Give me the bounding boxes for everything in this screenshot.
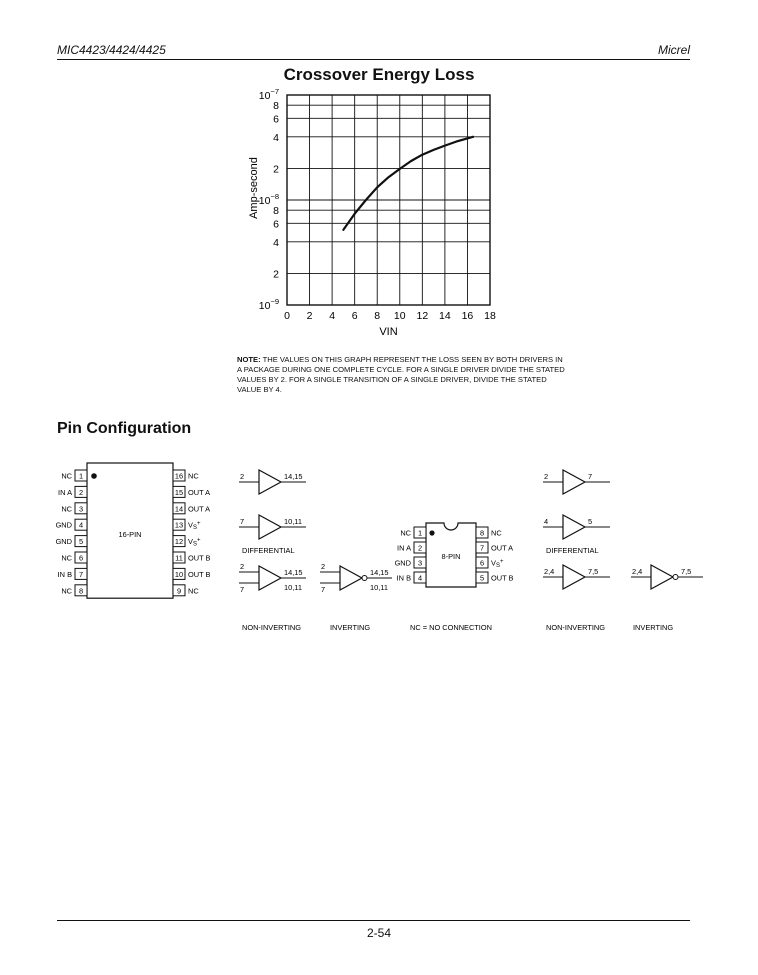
pin16-name: $V_S^+$ [188,537,201,548]
x-tick-label: 8 [374,310,381,322]
caption-differential-16: DIFFERENTIAL [242,546,295,555]
pin8-left-3-number: 3 [417,558,423,568]
invert-bubble [673,575,678,580]
pin16-right-14-number: 14 [174,504,184,514]
gate-input-label: 2,4 [544,567,555,576]
pin8-name: IN A [397,543,411,553]
y-tick-label: $10^{-8}$ [258,192,279,207]
pin8-right-6-number: 6 [479,558,485,568]
pin16-right-10-number: 10 [174,569,184,579]
pin16-name: $V_S^+$ [188,520,201,532]
gate-input-label: 7 [321,585,326,594]
pin16-right-13-number: 13 [174,520,184,530]
invert-bubble [362,576,367,581]
pin16-name: NC [188,471,199,481]
caption-differential-8: DIFFERENTIAL [546,546,599,555]
x-tick-label: 6 [351,310,358,322]
pin8-left-4-number: 4 [417,573,423,583]
pin16-right-12-number: 12 [174,537,184,547]
pin16-left-6-number: 6 [78,553,84,563]
x-tick-label: 2 [306,310,313,322]
y-tick-label: 2 [273,163,279,176]
gate-input-label: 2,4 [632,567,643,576]
y-tick-label: 4 [273,236,279,249]
pin8-name: NC [491,528,502,538]
chart-title: Crossover Energy Loss [283,65,475,84]
pin8-left-2-number: 2 [417,543,423,553]
pin16-name: OUT B [188,553,211,563]
pin8-name: OUT B [491,573,514,583]
pin16-name: NC [61,471,72,481]
header-part-number: MIC4423/4424/4425 [57,43,166,57]
pin16-left-5-number: 5 [78,537,84,547]
x-tick-label: 18 [484,310,496,322]
y-tick-label: 6 [273,218,279,231]
y-tick-label: 6 [273,113,279,126]
x-tick-label: 12 [416,310,429,322]
crossover-energy-chart [230,88,520,343]
pin16-left-3-number: 3 [78,504,84,514]
header-rule [57,59,690,60]
pin16-left-8-number: 8 [78,586,84,596]
pin16-left-1-number: 1 [78,471,84,481]
gate-output-label: 7,5 [681,567,692,576]
pin16-name: IN B [57,569,72,579]
x-axis-label: VIN [379,326,398,338]
caption-noninverting-16: NON-INVERTING [242,623,301,632]
gate-input-label: 2 [240,472,245,481]
x-tick-label: 16 [461,310,474,322]
y-tick-label: 8 [273,205,279,218]
caption-inverting-8: INVERTING [633,623,674,632]
header-brand: Micrel [658,43,690,57]
pin8-name: GND [394,558,411,568]
pin16-name: NC [61,504,72,514]
gate-input-label: 7 [240,517,245,526]
gate-input-label: 7 [240,585,245,594]
pin1-dot-8 [429,530,434,535]
pin8-name: $V_S^+$ [491,558,504,569]
package-16-label: 16-PIN [118,530,142,539]
gate-output-label: 10,11 [370,583,388,592]
graph-note [237,355,567,395]
x-tick-label: 0 [284,310,290,322]
y-axis-label: Amp-second [248,157,260,219]
pin8-name: IN B [396,573,411,583]
pin16-name: GND [55,520,72,530]
gate-input-label: 4 [544,517,549,526]
inverting-gate [651,565,673,589]
x-tick-label: 14 [439,310,451,322]
pin16-left-4-number: 4 [78,520,84,530]
gate-output-label: 10,11 [284,583,302,592]
footer-rule [57,920,690,921]
page-number: 2-54 [366,926,392,940]
gate-input-label: 2 [240,562,245,571]
pin8-name: OUT A [491,543,514,553]
note-text: THE VALUES ON THIS GRAPH REPRESENT THE LOSS SEEN BY BOTH DRIVERS IN A PACKAGE DURING ONE COMPLETE CYCLE. FOR A SINGLE DRIVER DIVIDE THE STATED VALUES BY 2. FOR A SINGLE TRANSITION OF A SINGLE DRIVER, DIVIDE THE STATED VALUE BY 4. [237,355,565,394]
gate-input-label: 2 [544,472,549,481]
pin8-right-8-number: 8 [479,528,485,538]
pin16-right-9-number: 9 [176,586,182,596]
y-tick-label: $10^{-9}$ [258,297,279,312]
no-connection-caption: NC = NO CONNECTION [410,623,492,632]
pin16-name: NC [188,586,199,596]
gate-output-label: 14,15 [284,472,303,481]
pin16-right-11-number: 11 [175,553,183,563]
y-tick-label: 8 [273,100,279,113]
caption-inverting-16: INVERTING [330,623,371,632]
pin16-name: NC [61,586,72,596]
package-8-label: 8-PIN [441,552,461,561]
inverting-gate [340,566,362,590]
pin8-right-7-number: 7 [479,543,485,553]
y-tick-label: 2 [273,268,279,281]
buffer-gate [259,470,281,494]
pin16-name: IN A [58,487,72,497]
gate-output-label: 14,15 [370,568,389,577]
note-label: NOTE: [237,355,261,364]
caption-noninverting-8: NON-INVERTING [546,623,605,632]
pin16-name: GND [55,537,72,547]
section-title: Pin Configuration [57,420,192,437]
pin16-name: OUT A [188,504,211,514]
buffer-gate [259,566,281,590]
pin8-left-1-number: 1 [417,528,423,538]
buffer-gate [563,515,585,539]
gate-output-label: 7,5 [588,567,599,576]
y-tick-label: $10^{-7}$ [258,88,279,102]
pin8-right-5-number: 5 [479,573,485,583]
x-tick-label: 4 [329,310,336,322]
gate-output-label: 5 [588,517,593,526]
pin-configuration-diagram [0,455,758,645]
buffer-gate [563,565,585,589]
gate-input-label: 2 [321,562,326,571]
x-tick-label: 10 [393,310,406,322]
pin16-name: OUT B [188,569,211,579]
pin16-name: NC [61,553,72,563]
buffer-gate [259,515,281,539]
pin16-right-15-number: 15 [174,487,184,497]
pin8-name: NC [400,528,411,538]
pin16-left-2-number: 2 [78,487,84,497]
pin1-dot [91,473,97,479]
series-line [343,137,473,230]
buffer-gate [563,470,585,494]
pin16-left-7-number: 7 [78,569,84,579]
gate-output-label: 10,11 [284,517,302,526]
pin16-right-16-number: 16 [174,471,184,481]
pin16-name: OUT A [188,487,211,497]
gate-output-label: 14,15 [284,568,303,577]
gate-output-label: 7 [588,472,593,481]
y-tick-label: 4 [273,131,279,144]
